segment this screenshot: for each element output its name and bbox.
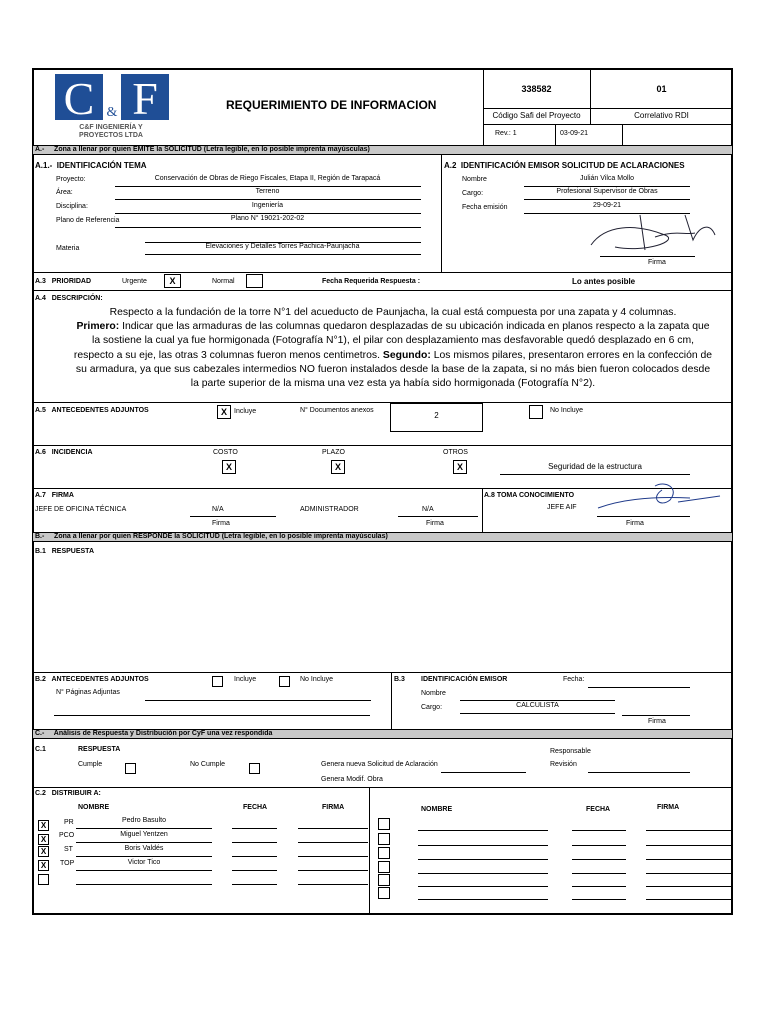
col-fecha-left: FECHA [243,804,268,811]
desc-line: su armadura, ya que sus cabezales intermedios NO fueron instalados desde la base de la zapata, si no más bien fueron colocados desde [75,363,711,375]
project-code-value: 338582 [521,84,552,94]
desc-line: respecto a su eje, las otras 3 columnas fueron menos centimetros. Segundo: Los mismos pilares, presentaron errores en la confección de [73,349,713,361]
fecha-requerida-value: Lo antes posible [572,277,636,286]
b1-label: B.1 RESPUESTA [35,548,94,555]
otros-value: Seguridad de la estructura [548,462,642,471]
revision-label: Rev.: 1 [495,130,517,137]
otros-label: OTROS [443,449,468,456]
a5-label: A.5 ANTECEDENTES ADJUNTOS [35,407,149,414]
disciplina-label: Disciplina: [56,203,88,210]
area-label: Área: [56,189,73,196]
section-b-band: B.- Zona a llenar por quien RESPONDE la SOLICITUD (Letra legible, en lo posible imprenta mayúsculas) [35,533,388,540]
col-firma-left: FIRMA [322,804,345,811]
a3-label: A.3 PRIORIDAD [35,278,92,285]
dist-right-checkbox[interactable] [378,818,390,830]
logo-cf-icon [53,72,171,122]
dist-code: PCO [59,832,75,839]
emisor-nombre-label: Nombre [462,176,487,183]
b3-fecha-label: Fecha: [563,676,585,683]
dist-right-checkbox[interactable] [378,833,390,845]
administrador-value: N/A [422,506,434,513]
jefe-oficina-value: N/A [212,506,224,513]
dist-checkbox[interactable]: X [38,846,49,857]
normal-label: Normal [212,278,235,285]
form-title: REQUERIMIENTO DE INFORMACION [226,98,437,112]
col-nombre-left: NOMBRE [78,804,110,811]
adjuntos-no-incluye-checkbox[interactable] [529,405,543,419]
b2-label: B.2 ANTECEDENTES ADJUNTOS [35,676,149,683]
col-nombre-right: NOMBRE [421,806,453,813]
desc-line: la parte superior de la misma una vez esta ya había sido hormigonada (Fotografía N°2). [190,378,596,390]
fecha-requerida-label: Fecha Requerida Respuesta : [322,278,421,285]
svg-text:&: & [106,105,118,120]
firma-jefe-label: Firma [212,520,230,527]
dist-checkbox[interactable]: X [38,820,49,831]
disciplina-value: Ingeniería [251,202,284,209]
emisor-firma-label: Firma [648,259,666,266]
ndocs-label: N° Documentos anexos [300,407,374,414]
section-c-band: C.- Análisis de Respuesta y Distribución por CyF una vez respondida [35,730,273,737]
b2-no-incluye-checkbox[interactable] [279,676,290,687]
dist-name: Pedro Basulto [122,817,166,824]
emisor-cargo-value: Profesional Supervisor de Obras [556,188,658,195]
firma-admin-label: Firma [426,520,444,527]
b3-nombre-label: Nombre [421,690,446,697]
dist-right-checkbox[interactable] [378,887,390,899]
b2-incluye-checkbox[interactable] [212,676,223,687]
respuesta-area[interactable] [35,560,730,672]
b3-cargo-value: CALCULISTA [516,702,559,709]
genera-nueva-label: Genera nueva Solicitud de Aclaración [321,761,438,768]
revision-date: 03-09-21 [560,130,589,137]
description-text [56,306,730,391]
emisor-signature-icon [585,205,725,260]
a8-label: A.8 TOMA CONOCIMIENTO [484,492,575,499]
jefe-oficina-label: JEFE DE OFICINA TÉCNICA [35,506,127,513]
responsable-label: Responsable [550,748,591,755]
dist-code: PR [64,819,74,826]
dist-checkbox[interactable]: X [38,834,49,845]
company-logo [53,72,171,142]
plazo-label: PLAZO [322,449,345,456]
emisor-cargo-label: Cargo: [462,190,484,197]
materia-value: Elevaciones y Detalles Torres Pachica-Paunjacha [205,243,360,250]
dist-name: Boris Valdés [124,845,164,852]
dist-code: ST [64,846,73,853]
c1-respuesta-label: RESPUESTA [78,746,121,753]
dist-name: Miguel Yentzen [120,831,168,838]
costo-checkbox[interactable]: X [222,460,236,474]
col-fecha-right: FECHA [586,806,611,813]
emisor-nombre-value: Julián Vilca Mollo [580,175,634,182]
c1-label: C.1 [35,746,46,753]
dist-name: Victor Tico [127,859,161,866]
a7-label: A.7 FIRMA [35,492,74,499]
b3-label: B.3 [394,676,405,683]
cumple-label: Cumple [78,761,103,768]
no-cumple-checkbox[interactable] [249,763,260,774]
svg-text:C: C [63,73,95,122]
costo-label: COSTO [213,449,238,456]
desc-line: Respecto a la fundación de la torre N°1 del acueducto de Paunjacha, la cual está compuesta por una zapata y 4 columnas. [109,307,677,318]
dist-checkbox[interactable]: X [38,860,49,871]
section-a-band: A.- Zona a llenar por quien EMITE la SOLICITUD (Letra legible, en lo posible imprenta mayúsculas) [35,146,370,153]
a4-label: A.4 DESCRIPCIÓN: [35,295,103,302]
dist-right-checkbox[interactable] [378,847,390,859]
jefe-aif-label: JEFE AIF [547,504,577,511]
administrador-label: ADMINISTRADOR [300,506,359,513]
dist-right-checkbox[interactable] [378,861,390,873]
b3-firma-label: Firma [648,718,666,725]
otros-checkbox[interactable]: X [453,460,467,474]
proyecto-label: Proyecto: [56,176,86,183]
b2-no-incluye-label: No Incluye [300,676,334,683]
rdi-label: Correlativo RDI [634,111,689,120]
adjuntos-no-incluye-label: No Incluye [550,407,584,414]
plazo-checkbox[interactable]: X [331,460,345,474]
npaginas-label: N° Páginas Adjuntas [56,689,120,696]
cumple-checkbox[interactable] [125,763,136,774]
company-name: C&F INGENIERÍA Y PROYECTOS LTDA [79,124,143,139]
urgente-label: Urgente [122,278,147,285]
revision-c-label: Revisión [550,761,577,768]
proyecto-value: Conservación de Obras de Riego Fiscales, Etapa II, Región de Tarapacá [154,175,381,182]
emisor-fecha-value: 29-09-21 [592,202,622,209]
ndocs-value: 2 [434,411,439,420]
rdi-number-value: 01 [656,84,667,94]
area-value: Terreno [255,188,280,195]
dist-code: TOP [60,860,75,867]
normal-checkbox[interactable] [246,274,263,288]
emisor-fecha-label: Fecha emisión [462,204,508,211]
genera-modif-label: Genera Modif. Obra [321,776,383,783]
col-firma-right: FIRMA [657,804,680,811]
no-cumple-label: No Cumple [190,761,226,768]
b3-cargo-label: Cargo: [421,704,443,711]
plano-label: Plano de Referencia [56,217,120,224]
materia-label: Materia [56,245,80,252]
desc-line: Primero: Indicar que las armaduras de las columnas quedaron desplazadas de su ubicación indicada en planos respecto a la zapata que [76,321,710,333]
dist-checkbox[interactable] [38,874,49,885]
project-code-label: Código Safi del Proyecto [492,111,581,120]
adjuntos-incluye-label: Incluye [234,408,257,415]
dist-right-checkbox[interactable] [378,874,390,886]
desc-line: la sostiene la cual ya fue hormigonada (Fotografía N°1), el pilar con desplazamiento mas desfavorable quedó desplazado en 6 cm, [92,335,694,347]
a2-title: A.2 IDENTIFICACIÓN EMISOR SOLICITUD DE ACLARACIONES [444,161,685,170]
plano-value: Plano N° 19021-202-02 [230,215,305,222]
aif-signature-icon [590,478,730,518]
firma-aif-label: Firma [626,520,644,527]
a1-title: A.1.- IDENTIFICACIÓN TEMA [35,161,147,170]
b2-incluye-label: Incluye [234,676,257,683]
adjuntos-incluye-checkbox[interactable]: X [217,405,231,419]
b3-title: IDENTIFICACIÓN EMISOR [421,676,508,683]
urgente-checkbox[interactable]: X [164,274,181,288]
a6-label: A.6 INCIDENCIA [35,449,93,456]
c2-label: C.2 DISTRIBUIR A: [35,790,101,797]
svg-text:F: F [132,73,158,122]
